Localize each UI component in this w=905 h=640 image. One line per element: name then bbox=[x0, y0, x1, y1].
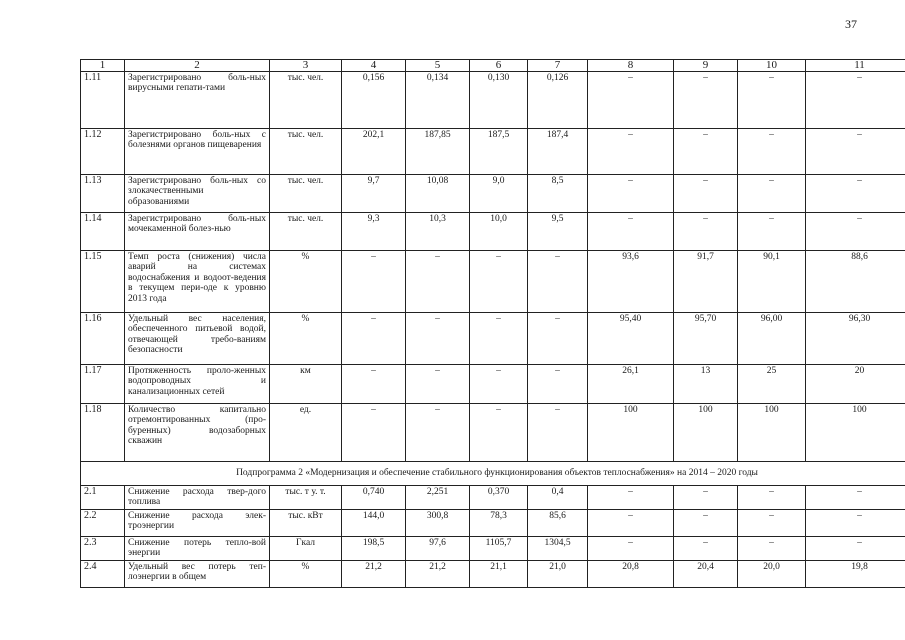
col-header: 9 bbox=[674, 60, 738, 72]
indicator-name: Зарегистрировано боль-ных вирусными гепати-тами bbox=[125, 72, 270, 129]
indicator-name: Удельный вес потерь теп-лоэнергии в общем bbox=[125, 560, 270, 587]
value-cell: 19,8 bbox=[806, 560, 905, 587]
value-cell: 1105,7 bbox=[470, 537, 528, 561]
value-cell: – bbox=[406, 365, 470, 404]
table-row bbox=[81, 404, 905, 462]
indicator-name: Снижение расхода твер-дого топлива bbox=[125, 486, 270, 510]
unit-cell: тыс. чел. bbox=[270, 72, 342, 129]
row-number: 1.18 bbox=[81, 404, 125, 462]
value-cell: – bbox=[470, 313, 528, 365]
value-cell: 21,1 bbox=[470, 560, 528, 587]
value-cell: 1304,5 bbox=[528, 537, 588, 561]
section-title: Подпрограмма 2 «Модернизация и обеспечение стабильного функционирования объектов теплоснабжения» на 2014 – 2020 годы bbox=[81, 462, 905, 486]
value-cell: 100 bbox=[738, 404, 806, 462]
value-cell: 198,5 bbox=[342, 537, 406, 561]
value-cell: – bbox=[806, 213, 905, 251]
section-row bbox=[81, 462, 905, 486]
value-cell: 20,8 bbox=[588, 560, 674, 587]
row-number: 2.4 bbox=[81, 560, 125, 587]
value-cell: – bbox=[806, 486, 905, 510]
value-cell: 100 bbox=[674, 404, 738, 462]
value-cell: – bbox=[528, 251, 588, 313]
value-cell: – bbox=[738, 213, 806, 251]
value-cell: – bbox=[406, 313, 470, 365]
value-cell: 95,40 bbox=[588, 313, 674, 365]
table-row bbox=[81, 486, 905, 510]
table-body bbox=[81, 60, 905, 588]
value-cell: 0,134 bbox=[406, 72, 470, 129]
value-cell: – bbox=[528, 365, 588, 404]
value-cell: 20,0 bbox=[738, 560, 806, 587]
value-cell: – bbox=[342, 404, 406, 462]
value-cell: 0,740 bbox=[342, 486, 406, 510]
value-cell: – bbox=[342, 251, 406, 313]
value-cell: 10,3 bbox=[406, 213, 470, 251]
value-cell: – bbox=[806, 129, 905, 175]
row-number: 2.3 bbox=[81, 537, 125, 561]
value-cell: – bbox=[406, 404, 470, 462]
value-cell: – bbox=[738, 510, 806, 537]
value-cell: 187,85 bbox=[406, 129, 470, 175]
page-number: 37 bbox=[845, 17, 857, 31]
value-cell: 100 bbox=[806, 404, 905, 462]
value-cell: – bbox=[806, 537, 905, 561]
indicator-name: Снижение потерь тепло-вой энергии bbox=[125, 537, 270, 561]
value-cell: 88,6 bbox=[806, 251, 905, 313]
table-row bbox=[81, 365, 905, 404]
value-cell: – bbox=[588, 486, 674, 510]
value-cell: 2,251 bbox=[406, 486, 470, 510]
indicator-name: Зарегистрировано боль-ных со злокачественными образованиями bbox=[125, 175, 270, 213]
value-cell: 187,5 bbox=[470, 129, 528, 175]
value-cell: – bbox=[674, 129, 738, 175]
value-cell: 144,0 bbox=[342, 510, 406, 537]
col-header: 10 bbox=[738, 60, 806, 72]
indicator-name: Удельный вес населения, обеспеченного питьевой водой, отвечающей требо-ваниям безопасности bbox=[125, 313, 270, 365]
value-cell: – bbox=[470, 404, 528, 462]
value-cell: 93,6 bbox=[588, 251, 674, 313]
col-header: 6 bbox=[470, 60, 528, 72]
col-header: 5 bbox=[406, 60, 470, 72]
indicator-name: Зарегистрировано боль-ных мочекаменной болез-нью bbox=[125, 213, 270, 251]
value-cell: 187,4 bbox=[528, 129, 588, 175]
value-cell: – bbox=[738, 537, 806, 561]
value-cell: – bbox=[674, 510, 738, 537]
col-header: 11 bbox=[806, 60, 905, 72]
value-cell: 9,3 bbox=[342, 213, 406, 251]
value-cell: 13 bbox=[674, 365, 738, 404]
value-cell: 21,0 bbox=[528, 560, 588, 587]
value-cell: 97,6 bbox=[406, 537, 470, 561]
indicator-name: Зарегистрировано боль-ных с болезнями органов пищеварения bbox=[125, 129, 270, 175]
unit-cell: тыс. чел. bbox=[270, 129, 342, 175]
indicators-table bbox=[80, 59, 905, 588]
value-cell: – bbox=[588, 129, 674, 175]
value-cell: 21,2 bbox=[342, 560, 406, 587]
indicator-name: Протяженность проло-женных водопроводных и канализационных сетей bbox=[125, 365, 270, 404]
col-header: 7 bbox=[528, 60, 588, 72]
value-cell: – bbox=[674, 486, 738, 510]
unit-cell: тыс. чел. bbox=[270, 175, 342, 213]
table-row bbox=[81, 537, 905, 561]
value-cell: – bbox=[588, 510, 674, 537]
value-cell: 20 bbox=[806, 365, 905, 404]
value-cell: 9,5 bbox=[528, 213, 588, 251]
col-header: 1 bbox=[81, 60, 125, 72]
unit-cell: Гкал bbox=[270, 537, 342, 561]
value-cell: 300,8 bbox=[406, 510, 470, 537]
table-row bbox=[81, 560, 905, 587]
value-cell: 96,30 bbox=[806, 313, 905, 365]
value-cell: – bbox=[674, 72, 738, 129]
row-number: 1.13 bbox=[81, 175, 125, 213]
value-cell: 0,4 bbox=[528, 486, 588, 510]
value-cell: – bbox=[528, 313, 588, 365]
table-row bbox=[81, 175, 905, 213]
value-cell: – bbox=[738, 486, 806, 510]
unit-cell: ед. bbox=[270, 404, 342, 462]
value-cell: – bbox=[528, 404, 588, 462]
value-cell: 21,2 bbox=[406, 560, 470, 587]
value-cell: 8,5 bbox=[528, 175, 588, 213]
header-row bbox=[81, 60, 905, 72]
indicator-name: Темп роста (снижения) числа аварий на системах водоснабжения и водоот-ведения в текущем пери-оде к уровню 2013 года bbox=[125, 251, 270, 313]
value-cell: – bbox=[738, 129, 806, 175]
value-cell: – bbox=[674, 537, 738, 561]
col-header: 3 bbox=[270, 60, 342, 72]
value-cell: – bbox=[806, 510, 905, 537]
value-cell: 85,6 bbox=[528, 510, 588, 537]
table-row bbox=[81, 251, 905, 313]
value-cell: – bbox=[588, 537, 674, 561]
value-cell: 0,370 bbox=[470, 486, 528, 510]
value-cell: – bbox=[588, 175, 674, 213]
table-row bbox=[81, 213, 905, 251]
value-cell: 100 bbox=[588, 404, 674, 462]
table-row bbox=[81, 313, 905, 365]
row-number: 1.17 bbox=[81, 365, 125, 404]
value-cell: 9,7 bbox=[342, 175, 406, 213]
indicator-name: Количество капитально отремонтированных (про-буренных) водозаборных скважин bbox=[125, 404, 270, 462]
value-cell: – bbox=[342, 365, 406, 404]
value-cell: – bbox=[470, 251, 528, 313]
value-cell: – bbox=[674, 175, 738, 213]
unit-cell: тыс. т у. т. bbox=[270, 486, 342, 510]
table-row bbox=[81, 510, 905, 537]
value-cell: – bbox=[588, 213, 674, 251]
row-number: 1.16 bbox=[81, 313, 125, 365]
col-header: 8 bbox=[588, 60, 674, 72]
row-number: 1.15 bbox=[81, 251, 125, 313]
unit-cell: км bbox=[270, 365, 342, 404]
value-cell: – bbox=[342, 313, 406, 365]
value-cell: – bbox=[674, 213, 738, 251]
indicator-name: Снижение расхода элек-троэнергии bbox=[125, 510, 270, 537]
value-cell: 202,1 bbox=[342, 129, 406, 175]
value-cell: 25 bbox=[738, 365, 806, 404]
value-cell: 26,1 bbox=[588, 365, 674, 404]
row-number: 1.11 bbox=[81, 72, 125, 129]
table-row bbox=[81, 72, 905, 129]
unit-cell: тыс. чел. bbox=[270, 213, 342, 251]
row-number: 1.14 bbox=[81, 213, 125, 251]
value-cell: – bbox=[588, 72, 674, 129]
value-cell: – bbox=[806, 72, 905, 129]
col-header: 4 bbox=[342, 60, 406, 72]
value-cell: 78,3 bbox=[470, 510, 528, 537]
value-cell: 10,08 bbox=[406, 175, 470, 213]
value-cell: 0,156 bbox=[342, 72, 406, 129]
col-header: 2 bbox=[125, 60, 270, 72]
unit-cell: % bbox=[270, 313, 342, 365]
unit-cell: тыс. кВт bbox=[270, 510, 342, 537]
value-cell: – bbox=[406, 251, 470, 313]
unit-cell: % bbox=[270, 560, 342, 587]
unit-cell: % bbox=[270, 251, 342, 313]
value-cell: 96,00 bbox=[738, 313, 806, 365]
value-cell: 9,0 bbox=[470, 175, 528, 213]
value-cell: 20,4 bbox=[674, 560, 738, 587]
value-cell: 91,7 bbox=[674, 251, 738, 313]
value-cell: 10,0 bbox=[470, 213, 528, 251]
row-number: 1.12 bbox=[81, 129, 125, 175]
value-cell: 0,126 bbox=[528, 72, 588, 129]
value-cell: 0,130 bbox=[470, 72, 528, 129]
value-cell: – bbox=[738, 72, 806, 129]
row-number: 2.2 bbox=[81, 510, 125, 537]
value-cell: 95,70 bbox=[674, 313, 738, 365]
table-row bbox=[81, 129, 905, 175]
value-cell: – bbox=[806, 175, 905, 213]
value-cell: – bbox=[470, 365, 528, 404]
value-cell: 90,1 bbox=[738, 251, 806, 313]
value-cell: – bbox=[738, 175, 806, 213]
row-number: 2.1 bbox=[81, 486, 125, 510]
